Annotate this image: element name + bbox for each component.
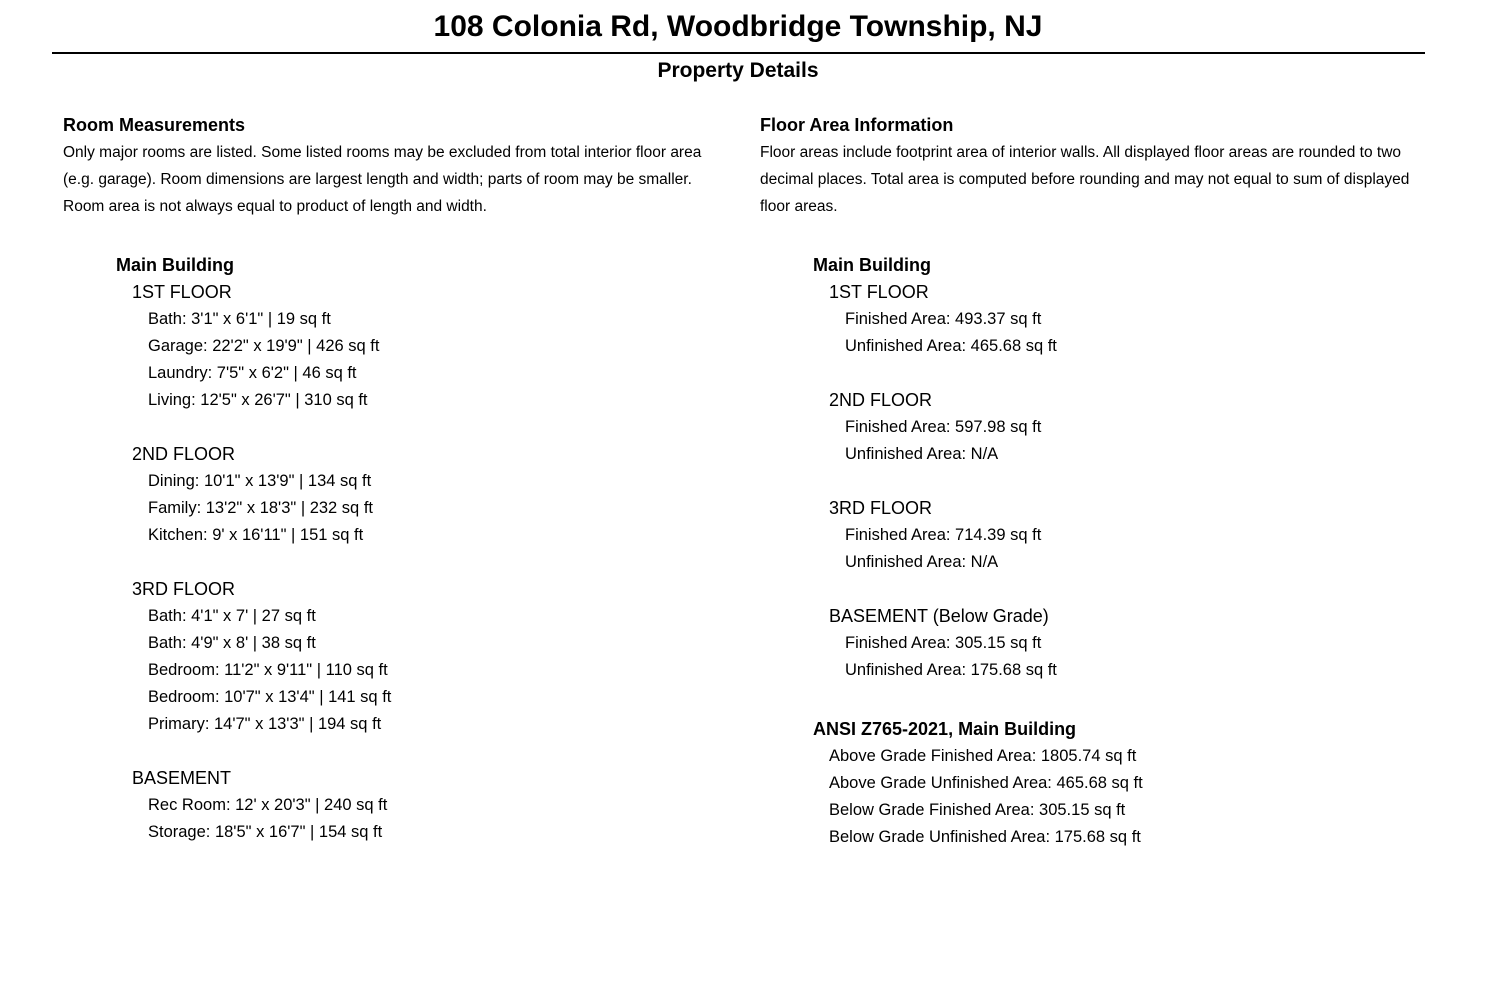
ansi-item: Below Grade Finished Area: 305.15 sq ft (829, 801, 1126, 819)
rooms-floor-basement (132, 765, 733, 846)
rooms-floor-3rd (132, 576, 733, 738)
title-divider (52, 52, 1425, 54)
floor-area-description: Floor areas include footprint area of interior walls. All displayed floor areas are rounded to two decimal places. Total area is computed before rounding and may not equal to sum of displayed floor areas. (760, 144, 1410, 215)
page-title: 108 Colonia Rd, Woodbridge Township, NJ (433, 10, 1043, 43)
area-floor-2nd (829, 387, 1440, 468)
area-item: Unfinished Area: N/A (845, 445, 999, 463)
room-item: Storage: 18'5" x 16'7" | 154 sq ft (148, 823, 383, 841)
floor-label: 2ND FLOOR (132, 444, 236, 464)
floor-area-section (760, 112, 1440, 851)
room-item: Bath: 4'9" x 8' | 38 sq ft (148, 634, 316, 652)
floor-area-heading: Floor Area Information (760, 115, 954, 135)
page-subtitle: Property Details (657, 59, 819, 82)
room-measurements-description: Only major rooms are listed. Some listed rooms may be excluded from total interior floor area (e.g. garage). Room dimensions are largest length and width; parts of room may be smaller. Room area is not always equal to product of length and width. (63, 144, 702, 215)
area-item: Unfinished Area: 465.68 sq ft (845, 337, 1057, 355)
floor-label: BASEMENT (132, 768, 232, 788)
room-item: Bedroom: 11'2" x 9'11" | 110 sq ft (148, 661, 388, 679)
rooms-building-label: Main Building (116, 255, 234, 275)
rooms-floor-2nd (132, 441, 733, 549)
area-floor-1st (829, 279, 1440, 360)
ansi-item: Below Grade Unfinished Area: 175.68 sq ft (829, 828, 1141, 846)
floor-label: 1ST FLOOR (132, 282, 232, 302)
room-measurements-heading: Room Measurements (63, 115, 246, 135)
room-item: Kitchen: 9' x 16'11" | 151 sq ft (148, 526, 364, 544)
room-item: Family: 13'2" x 18'3" | 232 sq ft (148, 499, 373, 517)
rooms-floor-1st (132, 279, 733, 414)
room-item: Primary: 14'7" x 13'3" | 194 sq ft (148, 715, 382, 733)
area-item: Finished Area: 597.98 sq ft (845, 418, 1042, 436)
area-item: Finished Area: 493.37 sq ft (845, 310, 1042, 328)
room-item: Garage: 22'2" x 19'9" | 426 sq ft (148, 337, 380, 355)
area-floor-basement (829, 603, 1440, 684)
room-item: Bath: 3'1" x 6'1" | 19 sq ft (148, 310, 331, 328)
area-floor-3rd (829, 495, 1440, 576)
area-item: Finished Area: 305.15 sq ft (845, 634, 1042, 652)
floor-label: 3RD FLOOR (829, 498, 933, 518)
floor-label: 2ND FLOOR (829, 390, 933, 410)
floor-label: 1ST FLOOR (829, 282, 929, 302)
ansi-item: Above Grade Unfinished Area: 465.68 sq ft (829, 774, 1143, 792)
room-item: Bath: 4'1" x 7' | 27 sq ft (148, 607, 316, 625)
room-item: Living: 12'5" x 26'7" | 310 sq ft (148, 391, 368, 409)
floor-label: BASEMENT (Below Grade) (829, 606, 1049, 626)
room-item: Dining: 10'1" x 13'9" | 134 sq ft (148, 472, 372, 490)
area-item: Unfinished Area: 175.68 sq ft (845, 661, 1057, 679)
room-item: Rec Room: 12' x 20'3" | 240 sq ft (148, 796, 388, 814)
ansi-items (829, 743, 1440, 851)
floor-label: 3RD FLOOR (132, 579, 236, 599)
area-item: Unfinished Area: N/A (845, 553, 999, 571)
room-item: Laundry: 7'5" x 6'2" | 46 sq ft (148, 364, 357, 382)
ansi-heading: ANSI Z765-2021, Main Building (813, 719, 1077, 739)
room-item: Bedroom: 10'7" x 13'4" | 141 sq ft (148, 688, 392, 706)
room-measurements-section (63, 112, 733, 846)
ansi-item: Above Grade Finished Area: 1805.74 sq ft (829, 747, 1137, 765)
area-item: Finished Area: 714.39 sq ft (845, 526, 1042, 544)
floor-area-building-label: Main Building (813, 255, 931, 275)
